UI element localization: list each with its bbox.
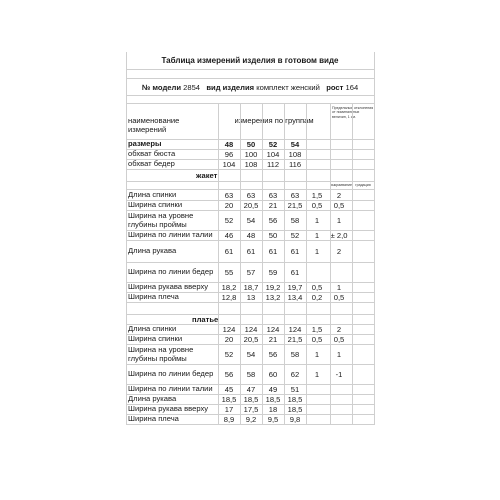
- size-54: 54: [290, 140, 300, 149]
- measurement-sheet: [126, 52, 374, 425]
- grid-line: [284, 104, 285, 425]
- model-row: [126, 79, 374, 96]
- jacket-size-value: 50: [268, 231, 278, 240]
- jacket-size-value: 46: [224, 231, 234, 240]
- jacket-size-value: 54: [246, 216, 256, 225]
- jacket-size-value: 18,7: [243, 283, 259, 292]
- dress-size-value: 9,5: [267, 415, 279, 424]
- jacket-size-value: 58: [290, 216, 300, 225]
- jacket-tolerance-value: 0,5: [333, 293, 345, 302]
- groups-header: измерения по группам: [234, 116, 314, 125]
- dress-tolerance-value: 1: [314, 350, 320, 359]
- model-line: [126, 83, 374, 92]
- jacket-section-title: жакет: [196, 171, 218, 180]
- dress-row: [126, 415, 374, 425]
- sizes-block: [126, 140, 374, 170]
- dress-size-value: 21: [268, 335, 278, 344]
- jacket-tolerance-value: 0,5: [311, 201, 323, 210]
- size-50: 50: [246, 140, 256, 149]
- jacket-size-value: 56: [268, 216, 278, 225]
- dress-tolerance-value: 0,5: [311, 335, 323, 344]
- dress-row-label: Ширина рукава вверху: [128, 404, 209, 414]
- dress-row-label: Ширина спинки: [128, 334, 183, 344]
- dress-size-value: 58: [290, 350, 300, 359]
- grid-line: [374, 52, 375, 425]
- dress-row-label: Ширина на уровне глубины проймы: [128, 344, 194, 363]
- grid-line: [240, 104, 241, 425]
- jacket-tolerance-value: 0,2: [311, 293, 323, 302]
- jacket-row: [126, 211, 374, 231]
- dress-size-value: 49: [268, 385, 278, 394]
- dress-tolerance-value: 1: [336, 350, 342, 359]
- type-label: вид изделия: [206, 82, 255, 92]
- jacket-size-value: 61: [290, 247, 300, 256]
- dress-size-value: 52: [224, 350, 234, 359]
- jacket-size-value: 61: [268, 247, 278, 256]
- dress-tolerance-value: 1: [314, 370, 320, 379]
- sizes-value: 108: [288, 150, 302, 159]
- dress-tolerance-value: 0,5: [333, 335, 345, 344]
- jacket-size-value: 61: [246, 247, 256, 256]
- jacket-tolerance-value: 1: [336, 283, 342, 292]
- dress-size-value: 20,5: [243, 335, 259, 344]
- dress-tolerance-value: -1: [335, 370, 343, 379]
- jacket-size-value: 20,5: [243, 201, 259, 210]
- jacket-tolerance-value: 2: [336, 247, 342, 256]
- dress-size-value: 17,5: [243, 405, 259, 414]
- jacket-tolerance-value: 2: [336, 190, 342, 200]
- sizes-value: 104: [222, 160, 236, 169]
- size-48: 48: [224, 140, 234, 149]
- grid-line: [262, 104, 263, 425]
- grid-line: [330, 104, 331, 425]
- jacket-size-value: 61: [224, 247, 234, 256]
- dress-size-value: 20: [224, 335, 234, 344]
- jacket-row: [126, 263, 374, 283]
- sizes-row-label: обхват бедер: [128, 159, 175, 169]
- height-label: рост: [326, 82, 344, 92]
- jacket-size-value: 63: [268, 190, 278, 200]
- dress-size-value: 54: [246, 350, 256, 359]
- dress-size-value: 18,5: [265, 395, 281, 404]
- dress-size-value: 124: [222, 325, 236, 334]
- jacket-row: [126, 241, 374, 263]
- dress-size-value: 21,5: [287, 335, 303, 344]
- jacket-size-value: 21: [268, 201, 278, 210]
- jacket-tolerance-value: 1: [314, 231, 320, 240]
- dress-section-title: платье: [192, 315, 219, 324]
- jacket-row: [126, 231, 374, 241]
- grid-line: [218, 104, 219, 425]
- dress-row-label: Ширина плеча: [128, 414, 179, 424]
- sizes-value: 100: [244, 150, 258, 159]
- spacer-row: [126, 96, 374, 104]
- dress-tolerance-value: 1,5: [311, 325, 323, 334]
- jacket-size-value: 13: [246, 293, 256, 302]
- name-header: наименование измерений: [128, 115, 180, 134]
- dress-size-value: 9,2: [245, 415, 257, 424]
- dress-size-value: 62: [290, 370, 300, 379]
- dress-row: [126, 335, 374, 345]
- grid-line: [352, 104, 353, 425]
- jacket-size-value: 20: [224, 201, 234, 210]
- jacket-row-label: Ширина плеча: [128, 292, 179, 302]
- jacket-size-value: 19,7: [287, 283, 303, 292]
- dress-size-value: 124: [288, 325, 302, 334]
- jacket-size-value: 61: [290, 268, 300, 277]
- sizes-row: [126, 160, 374, 170]
- dress-size-value: 17: [224, 405, 234, 414]
- dress-size-value: 124: [266, 325, 280, 334]
- sizes-label: размеры: [128, 139, 162, 149]
- dress-size-value: 124: [244, 325, 258, 334]
- spacer-row: [126, 303, 374, 315]
- jacket-size-value: 19,2: [265, 283, 281, 292]
- jacket-section-row: [126, 170, 374, 182]
- jacket-size-value: 12,8: [221, 293, 237, 302]
- jacket-size-value: 18,2: [221, 283, 237, 292]
- jacket-size-value: 52: [224, 216, 234, 225]
- jacket-tolerance-value: 1: [314, 216, 320, 225]
- jacket-row-label: Длина рукава: [128, 246, 177, 256]
- sizes-value: 96: [224, 150, 234, 159]
- dress-row: [126, 345, 374, 365]
- jacket-size-value: 59: [268, 268, 278, 277]
- jacket-row-label: Длина спинки: [128, 189, 177, 199]
- jacket-row-label: Ширина спинки: [128, 200, 183, 210]
- jacket-row-label: Ширина по линии бедер: [128, 267, 214, 277]
- dress-size-value: 18,5: [221, 395, 237, 404]
- model-value: 2854: [183, 82, 201, 92]
- jacket-table: [126, 190, 374, 303]
- tolerance-note: Предельные отклонения от номинальных величин, 1 см.: [332, 106, 374, 119]
- sizes-value: 112: [266, 160, 280, 169]
- dress-row-label: Ширина по линии бедер: [128, 369, 214, 379]
- sheet-title: Таблица измерений изделия в готовом виде: [161, 56, 339, 65]
- dress-size-value: 9,8: [289, 415, 301, 424]
- jacket-tolerance-value: 0,5: [333, 201, 345, 210]
- jacket-row-label: Ширина рукава вверху: [128, 282, 209, 292]
- dress-row: [126, 365, 374, 385]
- sizes-row-label: обхват бюста: [128, 149, 176, 159]
- sizes-value: 108: [244, 160, 258, 169]
- jacket-tolerance-value: 1: [314, 247, 320, 256]
- dress-size-value: 56: [268, 350, 278, 359]
- jacket-size-value: 21,5: [287, 201, 303, 210]
- sizes-value: 104: [266, 150, 280, 159]
- grid-line: [126, 52, 127, 425]
- type-value: комплект женский: [256, 82, 320, 92]
- dress-size-value: 18,5: [287, 395, 303, 404]
- dress-size-value: 60: [268, 370, 278, 379]
- header-row: [126, 104, 374, 140]
- tol-header-cut: выкраивание: [330, 183, 352, 188]
- jacket-tolerance-value: 1,5: [311, 190, 323, 200]
- tol-header-row: [126, 182, 374, 190]
- jacket-tolerance-value: 0,5: [311, 283, 323, 292]
- dress-table: [126, 325, 374, 425]
- dress-size-value: 56: [224, 370, 234, 379]
- dress-row-label: Ширина по линии талии: [128, 384, 213, 394]
- dress-size-value: 18,5: [287, 405, 303, 414]
- dress-size-value: 58: [246, 370, 256, 379]
- grid-line: [306, 104, 307, 425]
- dress-size-value: 51: [290, 385, 300, 394]
- dress-size-value: 45: [224, 385, 234, 394]
- jacket-row-label: Ширина на уровне глубины проймы: [128, 210, 194, 229]
- jacket-row-label: Ширина по линии талии: [128, 230, 213, 240]
- title-row: [126, 52, 374, 70]
- jacket-size-value: 13,2: [265, 293, 281, 302]
- jacket-size-value: 63: [246, 190, 256, 200]
- jacket-size-value: 63: [290, 190, 300, 200]
- jacket-size-value: 52: [290, 231, 300, 240]
- jacket-row: [126, 201, 374, 211]
- jacket-size-value: 57: [246, 268, 256, 277]
- dress-size-value: 47: [246, 385, 256, 394]
- jacket-tolerance-value: ± 2,0: [330, 231, 348, 240]
- dress-row-label: Длина спинки: [128, 324, 177, 334]
- jacket-row: [126, 293, 374, 303]
- dress-tolerance-value: 2: [336, 325, 342, 334]
- dress-size-value: 18: [268, 405, 278, 414]
- spacer-row: [126, 70, 374, 79]
- jacket-tolerance-value: 1: [336, 216, 342, 225]
- dress-size-value: 8,9: [223, 415, 235, 424]
- tol-header-grade: градация: [355, 183, 371, 188]
- jacket-size-value: 55: [224, 268, 234, 277]
- jacket-size-value: 48: [246, 231, 256, 240]
- height-value: 164: [345, 82, 359, 92]
- model-label: № модели: [141, 82, 181, 92]
- dress-row-label: Длина рукава: [128, 394, 177, 404]
- jacket-size-value: 63: [224, 190, 234, 200]
- sizes-value: 116: [288, 160, 302, 169]
- dress-size-value: 18,5: [243, 395, 259, 404]
- size-52: 52: [268, 140, 278, 149]
- jacket-size-value: 13,4: [287, 293, 303, 302]
